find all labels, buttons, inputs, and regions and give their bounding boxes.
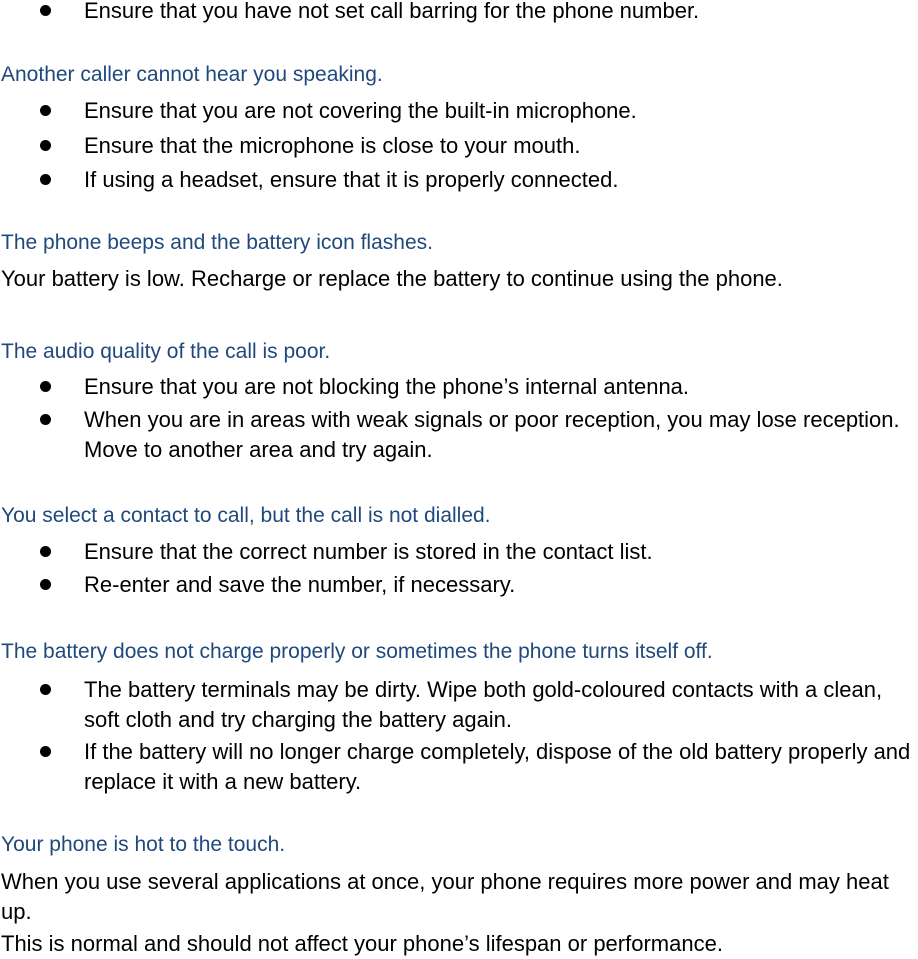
bullet-icon (40, 684, 51, 695)
list-item-text: If the battery will no longer charge completely, dispose of the old battery properly and replace it with a new battery. (84, 739, 911, 794)
list-item-text: Re-enter and save the number, if necessary. (84, 572, 516, 597)
body-paragraph: This is normal and should not affect your phone’s lifespan or performance. (1, 931, 723, 956)
list-item-text: Ensure that you are not blocking the phone’s internal antenna. (84, 374, 690, 399)
list-item-text: The battery terminals may be dirty. Wipe both gold-coloured contacts with a clean, soft cloth and try charging the battery again. (84, 677, 883, 732)
bullet-icon (40, 140, 51, 151)
section-heading: Another caller cannot hear you speaking. (1, 63, 383, 86)
bullet-icon (40, 746, 51, 757)
bullet-icon (40, 579, 51, 590)
body-paragraph: Your battery is low. Recharge or replace the battery to continue using the phone. (1, 266, 783, 291)
list-item-text: When you are in areas with weak signals or poor reception, you may lose reception. Move to another area and try again. (84, 407, 900, 462)
bullet-icon (40, 5, 51, 16)
section-heading: The audio quality of the call is poor. (1, 340, 331, 363)
body-paragraph: When you use several applications at once, your phone requires more power and may heat up. (1, 869, 889, 924)
bullet-icon (40, 105, 51, 116)
list-item-text: Ensure that the microphone is close to your mouth. (84, 133, 581, 158)
list-item-text: If using a headset, ensure that it is properly connected. (84, 167, 619, 192)
section-heading: The phone beeps and the battery icon flashes. (1, 231, 433, 254)
section-heading: Your phone is hot to the touch. (1, 833, 286, 856)
list-item-text: Ensure that you have not set call barring for the phone number. (84, 0, 700, 23)
bullet-icon (40, 381, 51, 392)
bullet-icon (40, 174, 51, 185)
section-heading: You select a contact to call, but the call is not dialled. (1, 504, 491, 527)
list-item-text: Ensure that you are not covering the built-in microphone. (84, 98, 637, 123)
bullet-icon (40, 414, 51, 425)
section-heading: The battery does not charge properly or sometimes the phone turns itself off. (1, 640, 713, 663)
bullet-icon (40, 546, 51, 557)
list-item-text: Ensure that the correct number is stored in the contact list. (84, 539, 653, 564)
